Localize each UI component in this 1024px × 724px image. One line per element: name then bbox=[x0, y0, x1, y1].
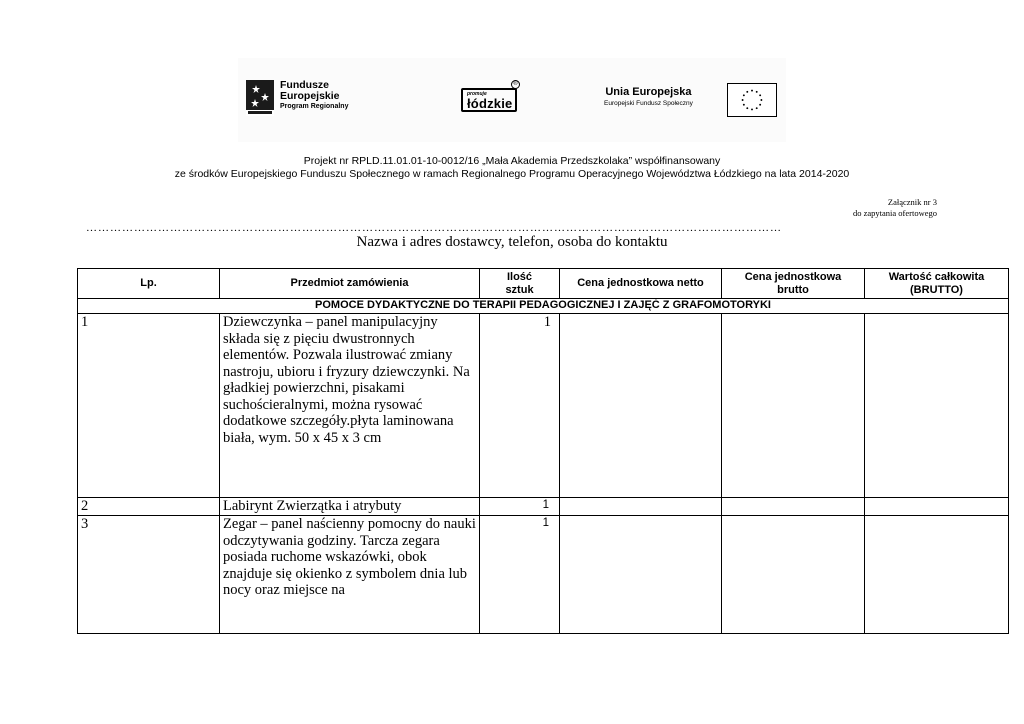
header-item: Przedmiot zamówienia bbox=[220, 269, 480, 299]
row-net-price[interactable] bbox=[560, 516, 722, 634]
table-row bbox=[78, 314, 1009, 498]
row-item: Dziewczynka – panel manipulacyjny składa się z pięciu dwustronnych elementów. Pozwala ilustrować zmiany nastroju, ubioru i fryzury dziewczynki. Na gładkiej powierzchni, pisakami suchościeralnymi, można rysować dodatkowe szczegóły.płyta laminowana biała, wym. 50 x 45 x 3 cm bbox=[220, 314, 480, 498]
eu-star-icon bbox=[756, 107, 758, 109]
row-gross-price[interactable] bbox=[722, 498, 865, 516]
unia-europejska-logo-text bbox=[604, 86, 693, 107]
header-gross-price bbox=[722, 269, 865, 299]
header-gross-line2: brutto bbox=[777, 283, 809, 296]
row-lp: 2 bbox=[78, 498, 220, 516]
eu-star-icon bbox=[760, 99, 762, 101]
row-gross-price[interactable] bbox=[722, 314, 865, 498]
row-qty: 1 bbox=[480, 498, 560, 516]
eu-star-icon bbox=[742, 99, 744, 101]
project-line: Projekt nr RPLD.11.01.01-10-0012/16 „Mała Akademia Przedszkolaka” współfinansowany bbox=[303, 155, 721, 167]
eu-star-icon bbox=[756, 91, 758, 93]
fe-line3: Program Regionalny bbox=[280, 103, 349, 110]
attachment-number: Załącznik nr 3 bbox=[887, 197, 937, 207]
row-total[interactable] bbox=[865, 314, 1009, 498]
row-item: Labirynt Zwierzątka i atrybuty bbox=[220, 498, 480, 516]
lodzkie-logo bbox=[459, 82, 521, 114]
row-lp: 3 bbox=[78, 516, 220, 634]
row-total[interactable] bbox=[865, 498, 1009, 516]
eu-star-icon bbox=[743, 94, 745, 96]
lodzkie-small-text: promuje bbox=[467, 91, 487, 97]
section-row bbox=[78, 299, 1009, 314]
header-total-line2: (BRUTTO) bbox=[910, 283, 963, 296]
eu-star-icon bbox=[751, 108, 753, 110]
row-net-price[interactable] bbox=[560, 314, 722, 498]
eu-star-icon bbox=[751, 90, 753, 92]
logo-banner bbox=[238, 58, 786, 142]
ue-subtitle: Europejski Fundusz Społeczny bbox=[604, 100, 693, 107]
eu-flag-icon bbox=[727, 83, 777, 117]
eu-star-icon bbox=[746, 107, 748, 109]
row-lp: 1 bbox=[78, 314, 220, 498]
supplier-label: Nazwa i adres dostawcy, telefon, osoba do kontaktu bbox=[356, 234, 668, 250]
header-total bbox=[865, 269, 1009, 299]
lodzkie-frame bbox=[461, 88, 517, 112]
header-net-price: Cena jednostkowa netto bbox=[560, 269, 722, 299]
row-qty: 1 bbox=[480, 516, 560, 634]
row-net-price[interactable] bbox=[560, 498, 722, 516]
section-title: POMOCE DYDAKTYCZNE DO TERAPII PEDAGOGICZNEJ I ZAJĘĆ Z GRAFOMOTORYKI bbox=[78, 299, 1009, 314]
attachment-reference: do zapytania ofertowego bbox=[852, 208, 937, 218]
lodzkie-big-text: łódzkie bbox=[467, 96, 513, 111]
header-gross-line1: Cena jednostkowa bbox=[744, 270, 842, 283]
ue-title: Unia Europejska bbox=[605, 86, 692, 98]
dotted-fill-line: ………………………………………………………………………………………………………………………………………………………… bbox=[86, 222, 782, 234]
funding-line: ze środków Europejskiego Funduszu Społecznego w ramach Regionalnego Programu Operacyjnego Województwa Łódzkiego na lata 2014-2020 bbox=[174, 168, 850, 180]
header-qty bbox=[480, 269, 560, 299]
eu-star-icon bbox=[759, 94, 761, 96]
header-total-line1: Wartość całkowita bbox=[888, 270, 985, 283]
fundusze-europejskie-logo bbox=[246, 78, 376, 118]
table-row bbox=[78, 498, 1009, 516]
table-header-row bbox=[78, 269, 1009, 299]
fundusze-europejskie-mark-icon bbox=[246, 80, 274, 116]
row-gross-price[interactable] bbox=[722, 516, 865, 634]
header-qty-line1: Ilość bbox=[506, 270, 533, 283]
eu-star-icon bbox=[759, 104, 761, 106]
eu-star-icon bbox=[743, 104, 745, 106]
header-lp: Lp. bbox=[78, 269, 220, 299]
header-qty-line2: sztuk bbox=[505, 283, 534, 296]
eu-star-icon bbox=[746, 91, 748, 93]
order-table bbox=[77, 268, 1009, 634]
registered-mark-icon: ® bbox=[511, 80, 520, 89]
fe-line1: Fundusze bbox=[280, 79, 329, 91]
row-total[interactable] bbox=[865, 516, 1009, 634]
fe-line2: Europejskie bbox=[280, 90, 340, 102]
table-row bbox=[78, 516, 1009, 634]
row-qty: 1 bbox=[480, 314, 560, 498]
row-item: Zegar – panel naścienny pomocny do nauki odczytywania godziny. Tarcza zegara posiada ruchome wskazówki, obok znajduje się okienko z symbolem dnia lub nocy oraz miejsce na bbox=[220, 516, 480, 634]
